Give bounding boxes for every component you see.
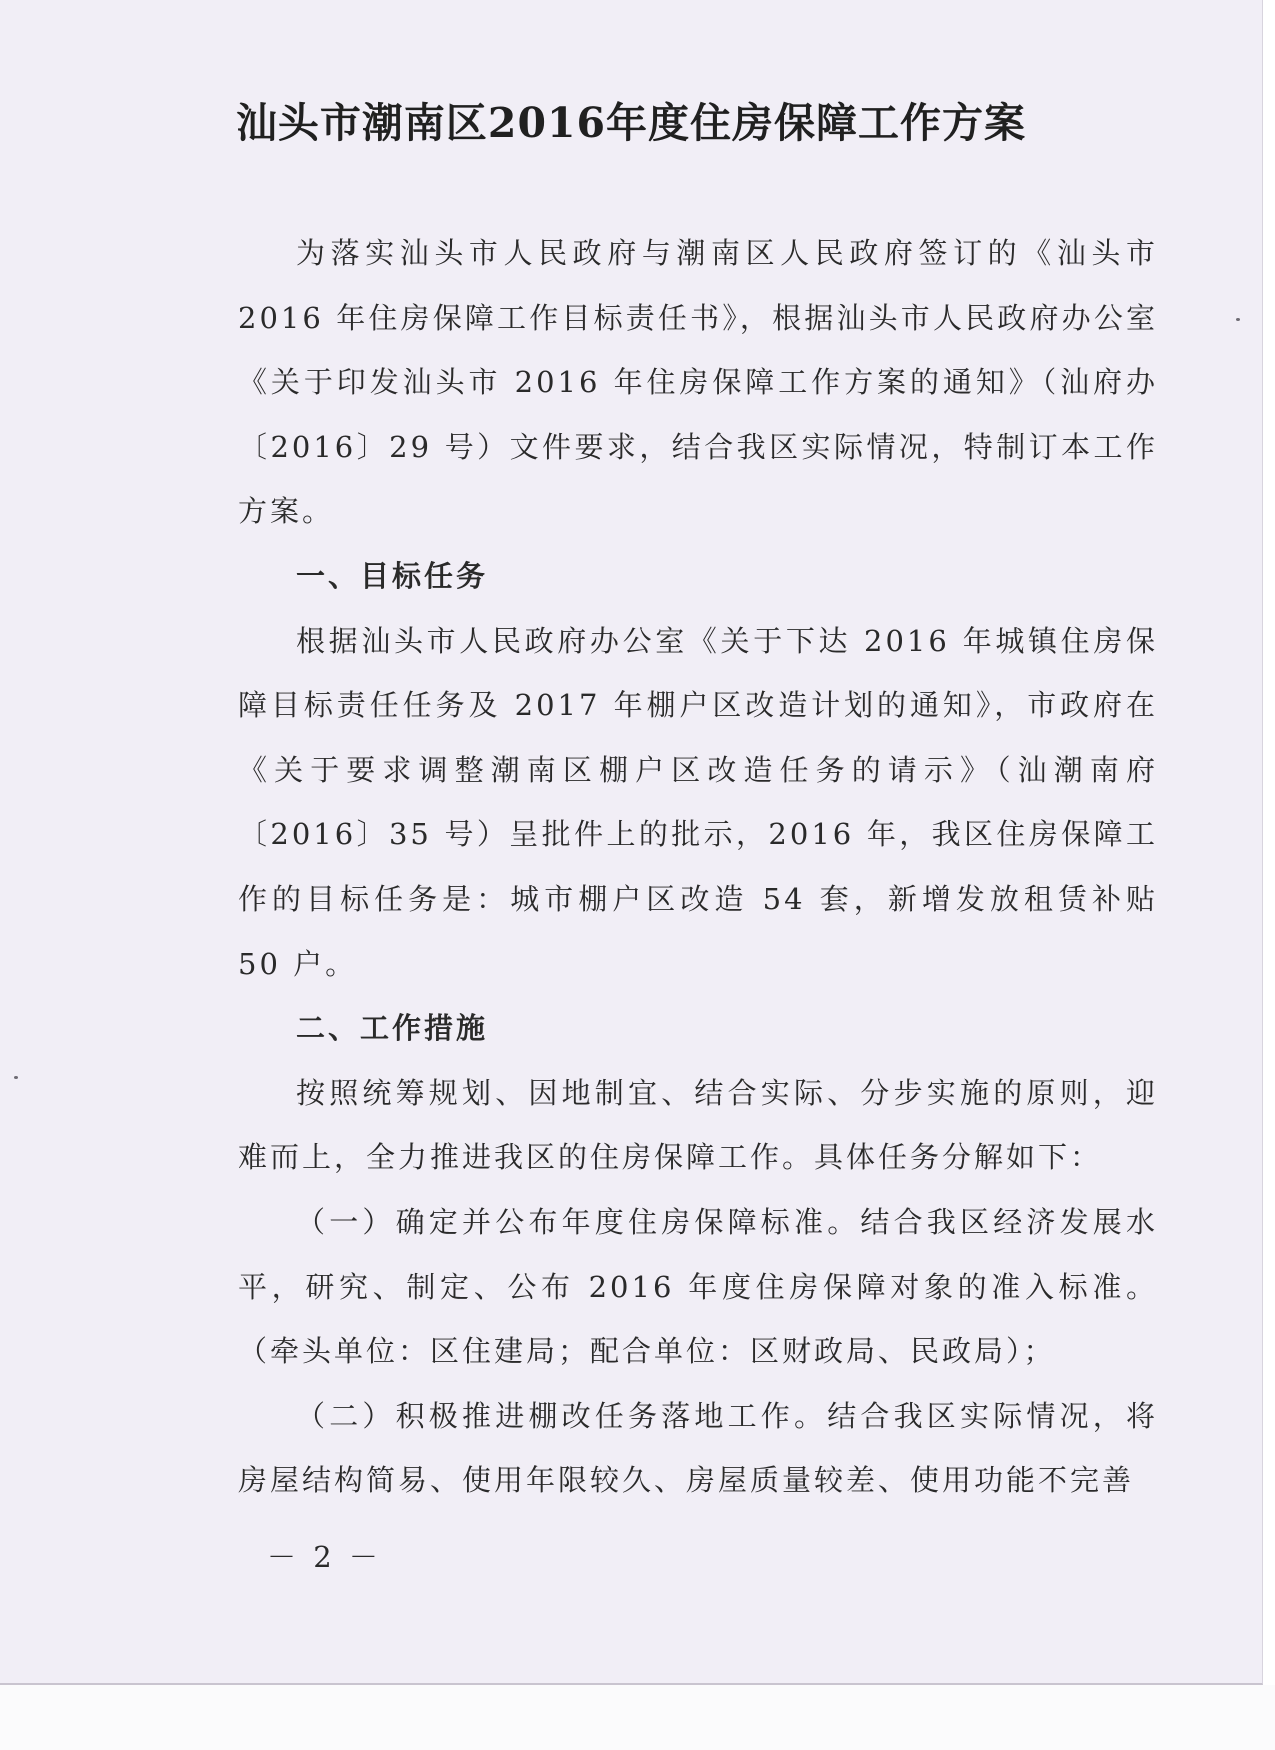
page-number: － 2 － <box>267 1540 382 1574</box>
measure-item-1: （一）确定并公布年度住房保障标准。结合我区经济发展水平，研究、制定、公布 2016 年度住房保障对象的准入标准。（牵头单位：区住建局；配合单位：区财政局、民政局）； <box>238 1204 1158 1369</box>
targets-paragraph: 根据汕头市人民政府办公室《关于下达 2016 年城镇住房保障目标责任任务及 2017 年棚户区改造计划的通知》，市政府在《关于要求调整潮南区棚户区改造任务的请示》（汕潮南府〔2016〕35 号）呈批件上的批示，2016 年，我区住房保障工作的目标任务是：城市棚户区改造 54 套，新增发放租赁补贴 50 户。 <box>238 623 1158 981</box>
document-body <box>238 221 1158 1513</box>
intro-paragraph: 为落实汕头市人民政府与潮南区人民政府签订的《汕头市2016 年住房保障工作目标责任书》，根据汕头市人民政府办公室《关于印发汕头市 2016 年住房保障工作方案的通知》（汕府办〔2016〕29 号）文件要求，结合我区实际情况，特制订本工作方案。 <box>238 236 1158 529</box>
scan-border <box>0 1685 1275 1750</box>
scan-speck <box>1236 318 1240 321</box>
document-title: 汕头市潮南区2016年度住房保障工作方案 <box>235 99 1027 147</box>
measures-paragraph: 按照统筹规划、因地制宜、结合实际、分步实施的原则，迎难而上，全力推进我区的住房保障工作。具体任务分解如下： <box>238 1075 1158 1175</box>
scan-speck <box>14 1076 18 1079</box>
section-heading-targets: 一、目标任务 <box>296 558 489 593</box>
measure-item-2: （二）积极推进棚改任务落地工作。结合我区实际情况，将房屋结构简易、使用年限较久、房屋质量较差、使用功能不完善 <box>238 1398 1158 1498</box>
section-heading-measures: 二、工作措施 <box>296 1011 489 1046</box>
